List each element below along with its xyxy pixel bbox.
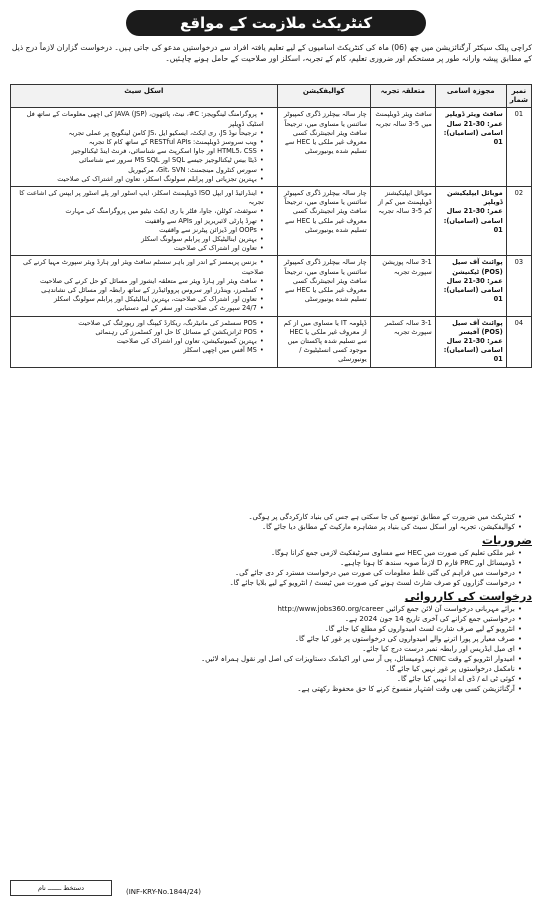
experience-cell: سافٹ ویئر ڈویلپمنٹ میں 5-3 سالہ تجربہ (370, 108, 435, 187)
post-age: عمر: 30-21 سال (446, 207, 503, 216)
skill-item: • ترجیحاً نوڈ JS، ری ایکٹ، ایسکیو ایل ،JS کامن لینگویج پر عملی تجربہ (14, 129, 264, 138)
note-item: • کوالیفکیشن، تجربہ اور اسکل سیٹ کی بنیاد پر مشاہرہ مارکیٹ کے مطابق دیا جائے گا۔ (10, 522, 522, 532)
requirement-item: • درخواست میں فراہم کی گئی غلط معلومات کی صورت میں درخواست مسترد کر دی جائے گی۔ (10, 568, 522, 578)
skill-item: • کسٹمرز، وینڈرز اور سروس پرووائیڈرز کے ساتھ رابطہ اور مسائل کی نشاندہی (14, 286, 264, 295)
post-title: پوائنٹ آف سیل (POS) آفیسر (452, 318, 503, 336)
requirement-item: • ڈومیسائل اور PRC فارم D لازماً صوبہ سندھ کا ہونا چاہیے۔ (10, 558, 522, 568)
general-notes (10, 512, 532, 532)
procedure-item: • آرگنائزیشن کسی بھی وقت اشتہار منسوخ کرنے کا حق محفوظ رکھتی ہے۔ (10, 684, 522, 694)
experience-cell: 3-1 سالہ کسٹمر سپورٹ تجربہ (370, 316, 435, 367)
skills-cell (11, 108, 278, 187)
post-seats: اسامی (اسامیاں): 01 (443, 286, 503, 304)
jobs-table-body (11, 108, 532, 367)
table-row (11, 316, 532, 367)
procedure-item: • صرف معیار پر پورا اترنے والے امیدواروں کی درخواستوں پر غور کیا جائے گا۔ (10, 634, 522, 644)
intro-paragraph: کراچی پبلک سیکٹر آرگنائزیشن میں چھ (06) ماہ کی کنٹریکٹ اسامیوں کے لیے تعلیم یافتہ افراد سے درخواستیں مدعو کی جاتی ہیں۔ درخواست گزاران لازماً درج ذیل کے مطابق پیشہ وارانہ طور پر مستحکم اور ضروری تعلیم، کام کے تجربہ، اسکلز اور صلاحیت کے حامل ہونے چاہئیں۔ (11, 43, 532, 63)
jobs-table (10, 84, 532, 368)
skill-item: • اینڈرائیڈ اور ایپل ISO ڈویلپمنٹ اسکلز، ایپ اسٹور اور پلے اسٹور پر ایپس کی اشاعت کا تجربہ (14, 189, 264, 207)
skill-item: • سوئفٹ، کوٹلن، جاوا، فلٹر یا ری ایکٹ نیٹیو میں پروگرامنگ کی مہارت (14, 207, 264, 216)
skill-item: • OOPs اور ڈیزائن پیٹرنز سے واقفیت (14, 226, 264, 235)
reference-number: (INF-KRY-No.1844/24) (126, 888, 201, 896)
skill-item: • POS سسٹمز کی مانیٹرنگ، ریکارڈ کیپنگ اور رپورٹنگ کی صلاحیت (14, 319, 264, 328)
post-title: موبائل ایپلیکیشن ڈویلپر (446, 189, 503, 207)
procedure-item: • درخواستیں جمع کرانے کی آخری تاریخ 14 جون 2024 ہے۔ (10, 614, 522, 624)
skill-item: • ڈیٹا بیس ٹیکنالوجیز جیسے SQL اور MS SQL سرور سے شناسائی (14, 156, 264, 165)
skill-item: • تعاون اور اشتراک کی صلاحیت، بہترین اینالیٹیکل اور پرابلم سولونگ اسکلز (14, 295, 264, 304)
experience-cell: موبائل ایپلیکیشنز ڈویلپمنٹ میں کم از کم 5-3 سالہ تجربہ (370, 187, 435, 256)
col-post: مجوزہ اسامی (435, 85, 506, 108)
skill-item: • سورس کنٹرول مینجمنٹ: Git، SVN، مرکیوریل (14, 166, 264, 175)
skill-item: • ویب سروسز ڈویلپمنٹ: RESTful APIs کے ساتھ کام کا تجربہ (14, 138, 264, 147)
procedure-item: • ای میل ایڈریس اور رابطہ نمبر درست درج کیا جائے۔ (10, 644, 522, 654)
table-row (11, 108, 532, 187)
procedure-item: • امیدوار انٹرویو کے وقت CNIC، ڈومیسائل، پی آر سی اور اکیڈمک دستاویزات کی اصل اور نقول ہمراہ لائیں۔ (10, 654, 522, 664)
row-number: 01 (506, 108, 531, 187)
qualification-cell: چار سالہ بیچلرز ڈگری کمپیوٹر سائنس یا مساوی میں، ترجیحاً سافٹ ویئر انجینئرنگ کسی معروف غیر ملکی یا HEC سے تسلیم شدہ یونیورسٹی (277, 256, 370, 316)
skills-list (14, 258, 274, 313)
experience-cell: 3-1 سالہ پوزیشن سپورٹ تجربہ (370, 256, 435, 316)
table-header-row (11, 85, 532, 108)
skill-item: • بہترین کمیونیکیشن، تعاون اور اشتراک کی صلاحیت (14, 337, 264, 346)
post-cell (435, 316, 506, 367)
post-title: سافٹ ویئر ڈویلپر (445, 110, 503, 119)
procedure-list (10, 604, 532, 694)
procedure-item: • کوئی ٹی اے / ڈی اے ادا نہیں کیا جائے گا۔ (10, 674, 522, 684)
post-cell (435, 256, 506, 316)
ad-title: کنٹریکٹ ملازمت کے مواقع (126, 10, 426, 36)
row-number: 03 (506, 256, 531, 316)
skills-list (14, 189, 274, 253)
post-seats: اسامی (اسامیاں): 01 (443, 128, 503, 147)
col-qualification: کوالیفکیشن (277, 85, 370, 108)
row-number: 04 (506, 316, 531, 367)
post-seats: اسامی (اسامیاں): 01 (443, 216, 503, 234)
col-skills: اسکل سیٹ (11, 85, 278, 108)
skill-item: • 24/7 سپورٹ کی صلاحیت اور سفر کے لیے دستیابی (14, 304, 264, 313)
procedure-item: • برائے مہربانی درخواست آن لائن جمع کرائیں http://www.jobs360.org/career (10, 604, 522, 614)
skills-list (14, 110, 274, 184)
note-item: • کنٹریکٹ میں ضرورت کے مطابق توسیع کی جا سکتی ہے جس کی بنیاد کارکردگی پر ہوگی۔ (10, 512, 522, 522)
skills-cell (11, 187, 278, 256)
col-number: نمبر شمار (506, 85, 531, 108)
requirements-heading: ضروریات (482, 534, 532, 547)
col-experience: متعلقہ تجربہ (370, 85, 435, 108)
post-cell (435, 187, 506, 256)
post-age: عمر: 30-21 سال (446, 119, 503, 128)
skill-item: • HTML5، CSS اور جاوا اسکرپٹ سے شناسائی، فرنٹ اینڈ ٹیکنالوجیز (14, 147, 264, 156)
qualification-cell: چار سالہ بیچلرز ڈگری کمپیوٹر سائنس یا مساوی میں، ترجیحاً سافٹ ویئر انجینئرنگ کسی معروف غیر ملکی یا HEC سے تسلیم شدہ یونیورسٹی (277, 187, 370, 256)
skill-item: • پروگرامنگ لینگویجز: C#، نیٹ، پائتھون، (JSP) JAVA کی اچھی معلومات کے ساتھ فل اسٹیک ڈویلپر (14, 110, 264, 128)
skill-item: • POS ٹرانزیکشن کے مسائل کا حل اور کسٹمرز کی رہنمائی (14, 328, 264, 337)
requirements-list (10, 548, 532, 588)
post-title: پوائنٹ آف سیل (POS) ٹیکنیشن (452, 258, 503, 276)
qualification-cell: چار سالہ بیچلرز ڈگری کمپیوٹر سائنس یا مساوی میں، ترجیحاً سافٹ ویئر انجینئرنگ کسی معروف غیر ملکی یا HEC سے تسلیم شدہ یونیورسٹی (277, 108, 370, 187)
table-row (11, 187, 532, 256)
job-advertisement (6, 4, 536, 904)
skill-item: • بہترین تجزیاتی اور پرابلم سولونگ اسکلز، تعاون اور اشتراک کی صلاحیت (14, 175, 264, 184)
requirement-item: • غیر ملکی تعلیم کی صورت میں HEC سے مساوی سرٹیفکیٹ لازمی جمع کرانا ہوگا۔ (10, 548, 522, 558)
notes-section (10, 512, 532, 694)
skills-cell (11, 256, 278, 316)
row-number: 02 (506, 187, 531, 256)
skill-item: • تعاون اور اشتراک کی صلاحیت (14, 244, 264, 253)
skill-item: • MS آفس میں اچھی اسکلز (14, 346, 264, 355)
requirement-item: • درخواست گزاروں کو صرف شارٹ لسٹ ہونے کی صورت میں ٹیسٹ / انٹرویو کے لیے بلایا جائے گا۔ (10, 578, 522, 588)
post-age: عمر: 30-21 سال (446, 276, 503, 285)
skills-list (14, 319, 274, 356)
skills-cell (11, 316, 278, 367)
skill-item: • سافٹ ویئر اور ہارڈ ویئر سے متعلقہ ایشوز اور مسائل کو حل کرنے کی صلاحیت (14, 277, 264, 286)
post-seats: اسامی (اسامیاں): 01 (443, 346, 503, 364)
table-row (11, 256, 532, 316)
qualification-cell: ڈپلومہ IT یا مساوی میں از کم از معروف غیر ملکی یا HEC سے تسلیم شدہ پاکستان میں موجود کسی انسٹیٹیوٹ / یونیورسٹی (277, 316, 370, 367)
post-age: عمر: 30-21 سال (446, 337, 503, 346)
signature-box: دستخط ـــــــ نام (10, 880, 112, 896)
skill-item: • بزنس پریمسز کے اندر اور باہر سسٹم سافٹ ویئر اور ہارڈ ویئر سپورٹ مہیا کرنے کی صلاحیت (14, 258, 264, 276)
post-cell (435, 108, 506, 187)
procedure-item: • نامکمل درخواستوں پر غور نہیں کیا جائے گا۔ (10, 664, 522, 674)
procedure-item: • انٹرویو کے لیے صرف شارٹ لسٹ امیدواروں کو مطلع کیا جائے گا۔ (10, 624, 522, 634)
skill-item: • بہترین اینالیٹیکل اور پرابلم سولونگ اسکلز (14, 235, 264, 244)
procedure-heading: درخواست کی کارروائی (404, 590, 532, 603)
skill-item: • تھرڈ پارٹی لائبریریز اور APIs سے واقفیت (14, 217, 264, 226)
